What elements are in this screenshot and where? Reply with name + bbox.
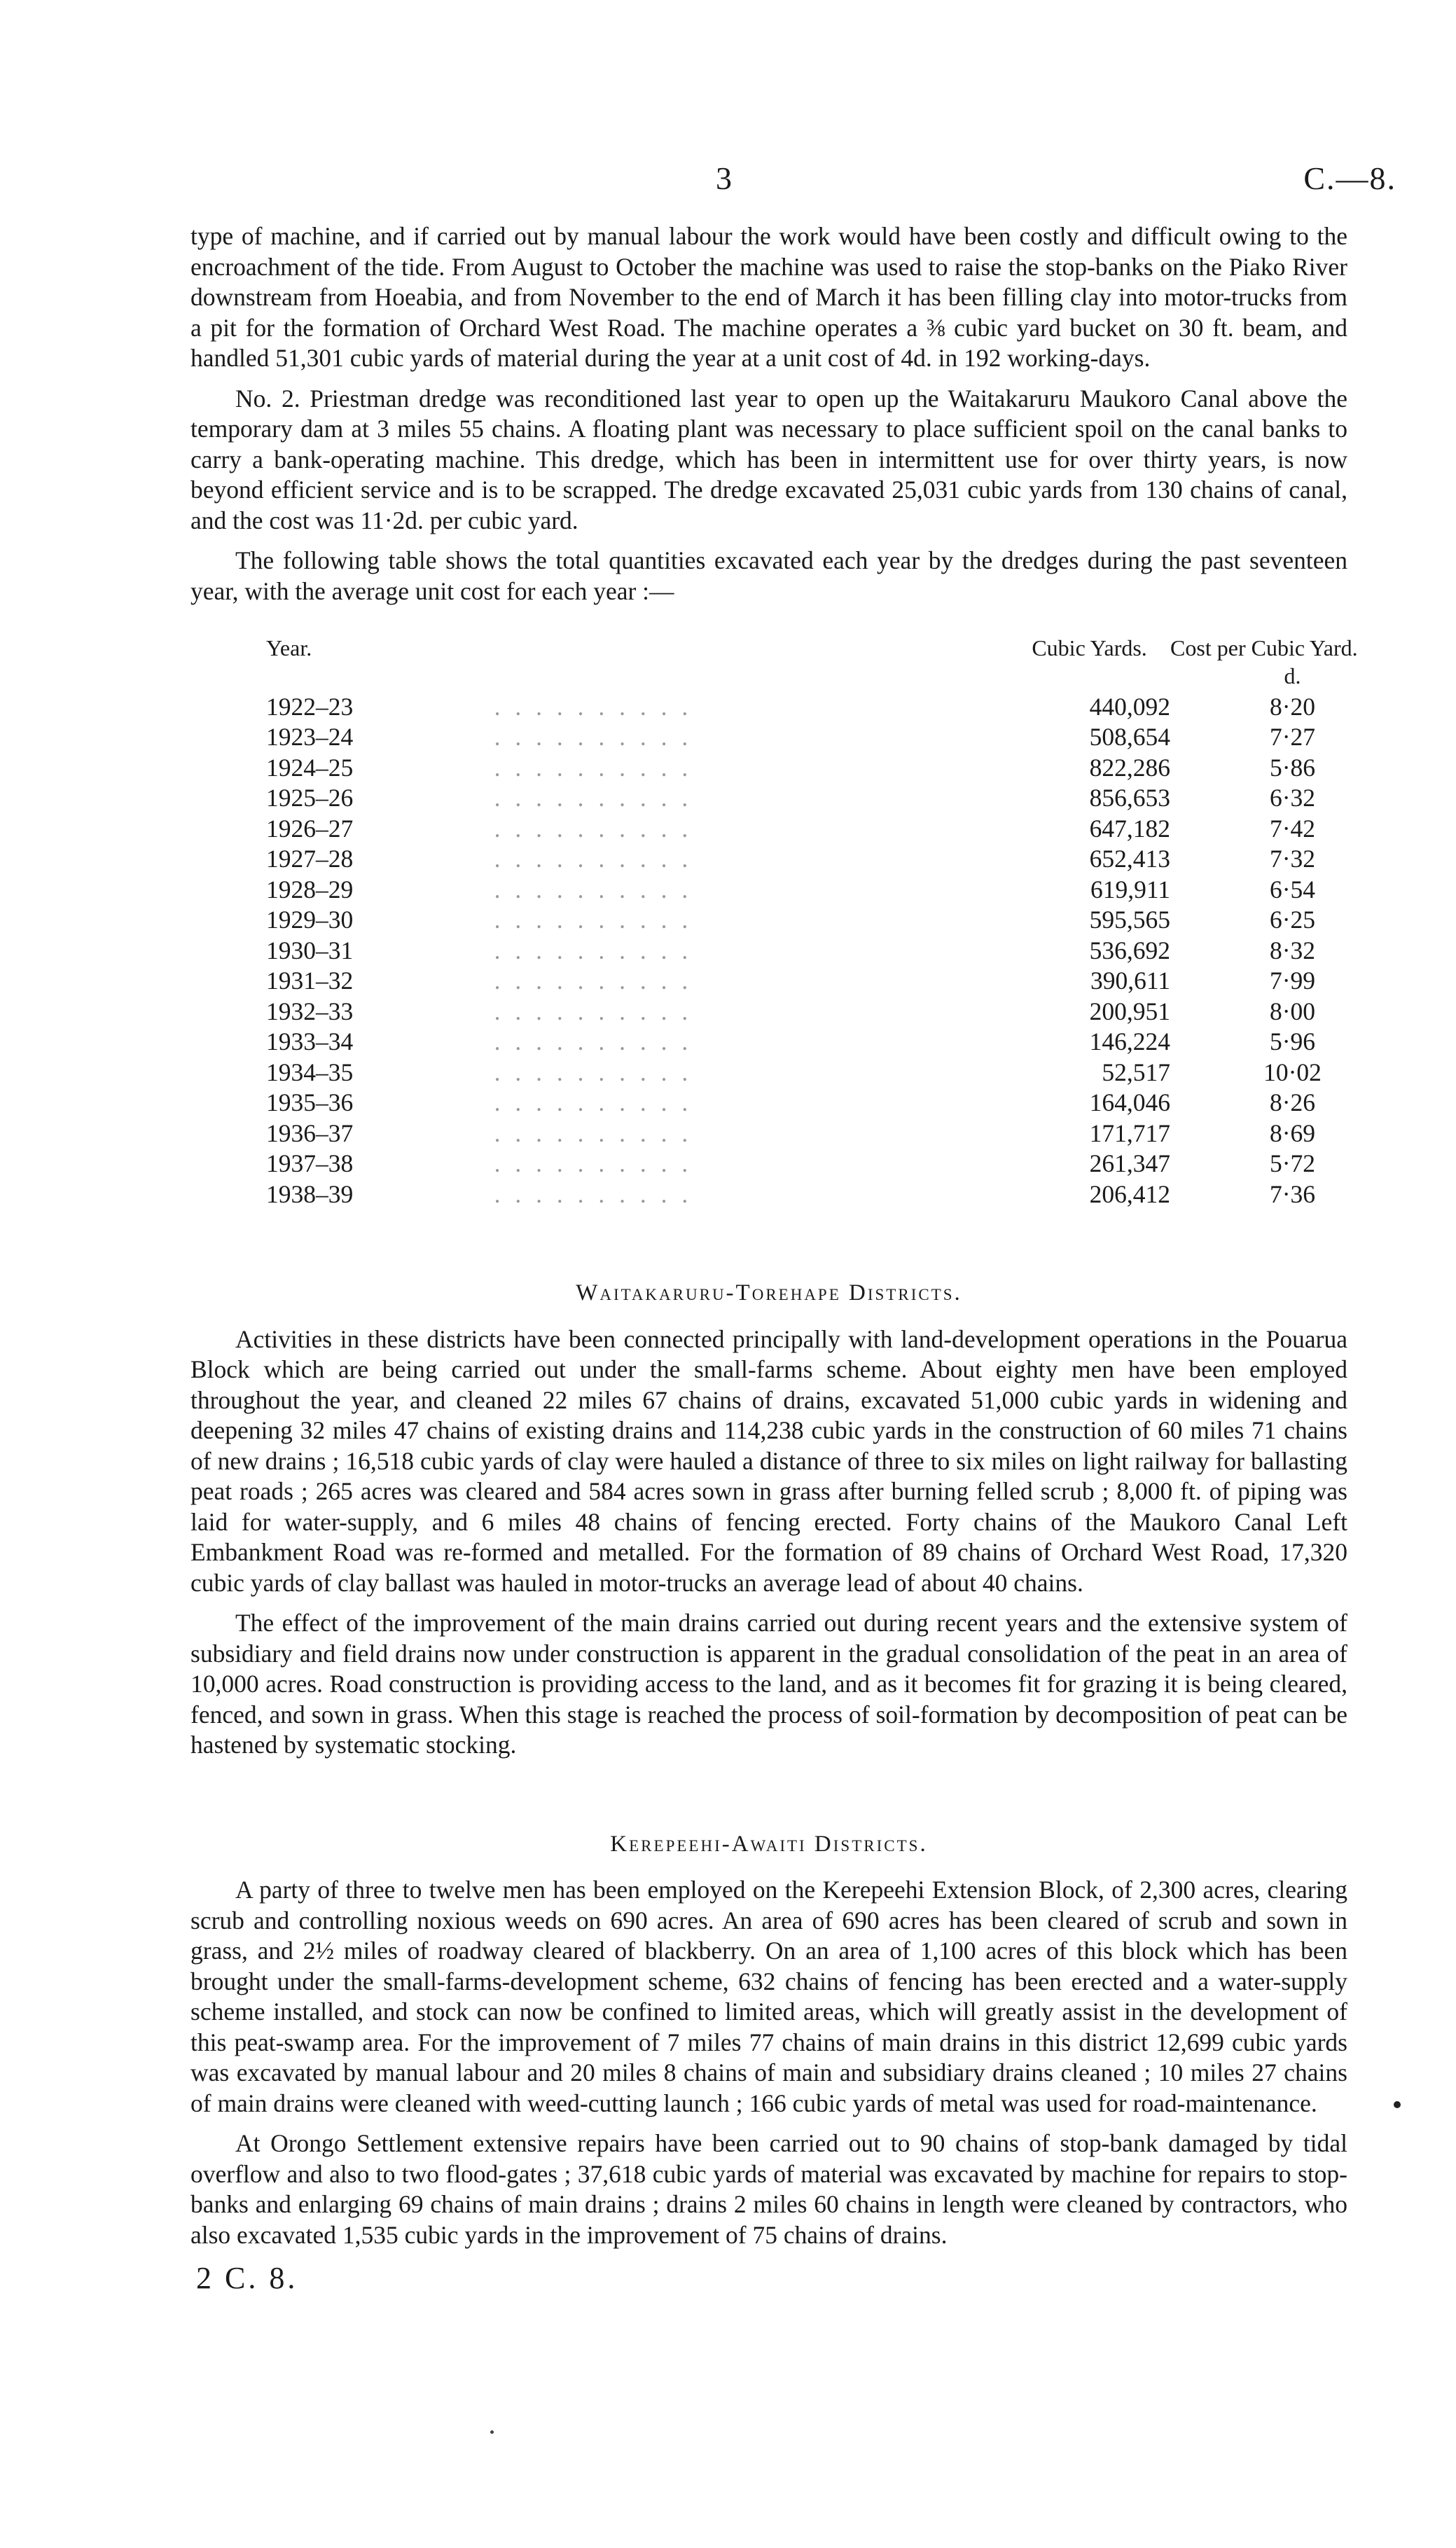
cell-year: 1926–27 bbox=[266, 814, 354, 843]
cell-year: 1924–25 bbox=[266, 753, 354, 782]
table-unit-row bbox=[266, 661, 1415, 692]
print-speck bbox=[490, 2430, 494, 2434]
document-body bbox=[190, 221, 1358, 2295]
cell-cost: 10·02 bbox=[1263, 1058, 1322, 1086]
table-row bbox=[266, 1027, 1415, 1058]
table-row bbox=[266, 844, 1415, 875]
column-header-cost: Cost per Cubic Yard. bbox=[1170, 635, 1358, 660]
cell-cubic-yards: 822,286 bbox=[1089, 753, 1171, 782]
page-header bbox=[0, 160, 1456, 202]
cell-year: 1936–37 bbox=[266, 1119, 354, 1147]
cell-cost: 5·96 bbox=[1269, 1027, 1316, 1055]
cell-cost: 8·26 bbox=[1269, 1088, 1316, 1116]
cell-cubic-yards: 261,347 bbox=[1089, 1149, 1171, 1177]
cell-cubic-yards: 508,654 bbox=[1089, 723, 1171, 751]
cell-year: 1928–29 bbox=[266, 875, 354, 903]
cell-cost: 8·32 bbox=[1269, 936, 1316, 964]
table-row bbox=[266, 875, 1415, 906]
column-header-year: Year. bbox=[266, 635, 312, 660]
paragraph-waitakaruru-effect: The effect of the improvement of the main drains carried out during recent years and the extensive system of subsidiary and field drains now under construction is apparent in the gradual consolidation of the peat in an area of 10,000 acres. Road construction is providing access to the land, and as it becomes fit for grazing it is being cleared, fenced, and sown in grass. When this stage is reached the process of soil-formation by decomposition of peat can be hastened by systematic stocking. bbox=[190, 1609, 1347, 1759]
signature-mark: 2 C. 8. bbox=[196, 2261, 298, 2295]
table-row bbox=[266, 1088, 1415, 1119]
table-row bbox=[266, 905, 1415, 936]
cell-cost: 5·72 bbox=[1269, 1149, 1316, 1177]
series-code: C.—8. bbox=[1303, 160, 1396, 196]
table-row bbox=[266, 783, 1415, 814]
cell-year: 1937–38 bbox=[266, 1149, 354, 1177]
cell-year: 1922–23 bbox=[266, 692, 354, 721]
paragraph-continuation: type of machine, and if carried out by manual labour the work would have been costly and difficult owing to the encroachment of the tide. From August to October the machine was used to raise the stop-banks on the Piako River downstream from Hoeabia, and from November to the end of March it has been filling clay into motor-trucks from a pit for the formation of Orchard West Road. The machine operates a ⅜ cubic yard bucket on 30 ft. beam, and handled 51,301 cubic yards of material during the year at a unit cost of 4d. in 192 working-days. bbox=[190, 222, 1347, 372]
cell-cubic-yards: 856,653 bbox=[1089, 784, 1171, 812]
cell-cubic-yards: 146,224 bbox=[1089, 1027, 1171, 1055]
cell-year: 1933–34 bbox=[266, 1027, 354, 1055]
table-row bbox=[266, 722, 1415, 753]
cell-cost: 7·42 bbox=[1269, 814, 1316, 843]
leader-dots: . . . . . . . . . . bbox=[494, 845, 693, 873]
table-row bbox=[266, 814, 1415, 845]
paragraph-table-intro: The following table shows the total quantities excavated each year by the dredges during the past seventeen year, with the average unit cost for each year :— bbox=[190, 546, 1347, 605]
cell-cubic-yards: 390,611 bbox=[1090, 967, 1171, 995]
leader-dots: . . . . . . . . . . bbox=[494, 1179, 693, 1208]
cell-cost: 7·99 bbox=[1269, 967, 1316, 995]
cell-cost: 7·36 bbox=[1269, 1179, 1316, 1208]
cell-cost: 6·54 bbox=[1269, 875, 1316, 903]
column-header-cubic-yards: Cubic Yards. bbox=[1032, 635, 1147, 660]
cell-year: 1934–35 bbox=[266, 1058, 354, 1086]
leader-dots: . . . . . . . . . . bbox=[494, 784, 693, 812]
table-row bbox=[266, 753, 1415, 784]
leader-dots: . . . . . . . . . . bbox=[494, 1088, 693, 1116]
cell-year: 1931–32 bbox=[266, 967, 354, 995]
dredge-quantities-table bbox=[266, 635, 1415, 1210]
cell-year: 1923–24 bbox=[266, 723, 354, 751]
table-row bbox=[266, 692, 1415, 723]
leader-dots: . . . . . . . . . . bbox=[494, 814, 693, 843]
table-header-row bbox=[266, 635, 1415, 661]
cell-cubic-yards: 595,565 bbox=[1089, 906, 1171, 934]
paragraph-waitakaruru-activities: Activities in these districts have been connected principally with land-development operations in the Pouarua Block which are being carried out under the small-farms scheme. About eighty men have been employed throughout the year, and cleaned 22 miles 67 chains of drains, excavated 51,000 cubic yards in widening and deepening 32 miles 47 chains of existing drains and 114,238 cubic yards in the construction of 60 miles 71 chains of new drains ; 16,518 cubic yards of clay were hauled a distance of three to six miles on light railway for ballasting peat roads ; 265 acres was cleared and 584 acres sown in grass after burning felled scrub ; 8,000 ft. of piping was laid for water-supply, and 6 miles 48 chains of fencing erected. Forty chains of the Maukoro Canal Left Embankment Road was re-formed and metalled. For the formation of 89 chains of Orchard West Road, 17,320 cubic yards of clay ballast was hauled in motor-trucks an average lead of about 40 chains. bbox=[190, 1324, 1347, 1597]
table-row bbox=[266, 1149, 1415, 1179]
leader-dots: . . . . . . . . . . bbox=[494, 753, 693, 782]
heading-waitakaruru: Waitakaruru-Torehape Districts. bbox=[576, 1280, 962, 1306]
cell-cubic-yards: 200,951 bbox=[1089, 997, 1171, 1025]
cell-cost: 5·86 bbox=[1269, 753, 1316, 782]
cell-cubic-yards: 164,046 bbox=[1089, 1088, 1171, 1116]
table-row bbox=[266, 1119, 1415, 1149]
leader-dots: . . . . . . . . . . bbox=[494, 875, 693, 903]
leader-dots: . . . . . . . . . . bbox=[494, 692, 693, 721]
paragraph-kerepeehi-party: A party of three to twelve men has been employed on the Kerepeehi Extension Block, of 2,300 acres, clearing scrub and controlling noxious weeds on 690 acres. An area of 690 acres has been cleared of scrub and sown in grass, and 2½ miles of roadway cleared of blackberry. On an area of 1,100 acres of this block which has been brought under the small-farms-development scheme, 632 chains of fencing has been erected and a water-supply scheme installed, and stock can now be confined to limited areas, which will greatly assist in the development of this peat-swamp area. For the improvement of 7 miles 77 chains of main drains in this district 12,699 cubic yards was excavated by manual labour and 20 miles 8 chains of main and subsidiary drains cleaned ; 10 miles 27 chains of main drains were cleaned with weed-cutting launch ; 166 cubic yards of metal was used for road-maintenance. bbox=[190, 1876, 1347, 2117]
leader-dots: . . . . . . . . . . bbox=[494, 1058, 693, 1086]
cell-year: 1929–30 bbox=[266, 906, 354, 934]
leader-dots: . . . . . . . . . . bbox=[494, 906, 693, 934]
table-row bbox=[266, 966, 1415, 997]
cell-cubic-yards: 440,092 bbox=[1089, 692, 1171, 721]
table-row bbox=[266, 936, 1415, 967]
cell-year: 1938–39 bbox=[266, 1179, 354, 1208]
leader-dots: . . . . . . . . . . bbox=[494, 1027, 693, 1055]
cell-cubic-yards: 52,517 bbox=[1102, 1058, 1171, 1086]
cell-year: 1930–31 bbox=[266, 936, 354, 964]
leader-dots: . . . . . . . . . . bbox=[494, 997, 693, 1025]
cell-year: 1932–33 bbox=[266, 997, 354, 1025]
table-body bbox=[266, 692, 1415, 1210]
cell-cost: 7·32 bbox=[1269, 845, 1316, 873]
leader-dots: . . . . . . . . . . bbox=[494, 723, 693, 751]
leader-dots: . . . . . . . . . . bbox=[494, 967, 693, 995]
cell-cost: 6·25 bbox=[1269, 906, 1316, 934]
table-row bbox=[266, 1179, 1415, 1210]
cell-cost: 7·27 bbox=[1269, 723, 1316, 751]
cell-year: 1935–36 bbox=[266, 1088, 354, 1116]
cell-cubic-yards: 619,911 bbox=[1090, 875, 1171, 903]
leader-dots: . . . . . . . . . . bbox=[494, 936, 693, 964]
leader-dots: . . . . . . . . . . bbox=[494, 1119, 693, 1147]
cell-cubic-yards: 652,413 bbox=[1089, 845, 1171, 873]
cell-cost: 6·32 bbox=[1269, 784, 1316, 812]
cost-unit: d. bbox=[1284, 663, 1301, 688]
cell-cubic-yards: 206,412 bbox=[1089, 1179, 1171, 1208]
leader-dots: . . . . . . . . . . bbox=[494, 1149, 693, 1177]
cell-cost: 8·00 bbox=[1269, 997, 1316, 1025]
paragraph-orongo-settlement: At Orongo Settlement extensive repairs have been carried out to 90 chains of stop-bank damaged by tidal overflow and also to two flood-gates ; 37,618 cubic yards of material was excavated by machine for repairs to stop-banks and enlarging 69 chains of main drains ; drains 2 miles 60 chains in length were cleaned by contractors, who also excavated 1,535 cubic yards in the improvement of 75 chains of drains. bbox=[190, 2129, 1347, 2249]
heading-kerepeehi: Kerepeehi-Awaiti Districts. bbox=[610, 1831, 928, 1857]
cell-cost: 8·69 bbox=[1269, 1119, 1316, 1147]
margin-dot bbox=[1394, 2101, 1401, 2108]
cell-cubic-yards: 171,717 bbox=[1089, 1119, 1171, 1147]
table-row bbox=[266, 1058, 1415, 1088]
cell-cubic-yards: 647,182 bbox=[1089, 814, 1171, 843]
table-row bbox=[266, 997, 1415, 1027]
cell-cubic-yards: 536,692 bbox=[1089, 936, 1171, 964]
cell-year: 1925–26 bbox=[266, 784, 354, 812]
paragraph-priestman-dredge: No. 2. Priestman dredge was reconditioned last year to open up the Waitakaruru Maukoro Canal above the temporary dam at 3 miles 55 chains. A floating plant was necessary to place sufficient spoil on the canal banks to carry a bank-operating machine. This dredge, which has been in intermittent use for over thirty years, is now beyond efficient service and is to be scrapped. The dredge excavated 25,031 cubic yards from 130 chains of canal, and the cost was 11·2d. per cubic yard. bbox=[190, 384, 1347, 534]
cell-cost: 8·20 bbox=[1269, 692, 1316, 721]
cell-year: 1927–28 bbox=[266, 845, 354, 873]
page-number: 3 bbox=[716, 160, 732, 196]
